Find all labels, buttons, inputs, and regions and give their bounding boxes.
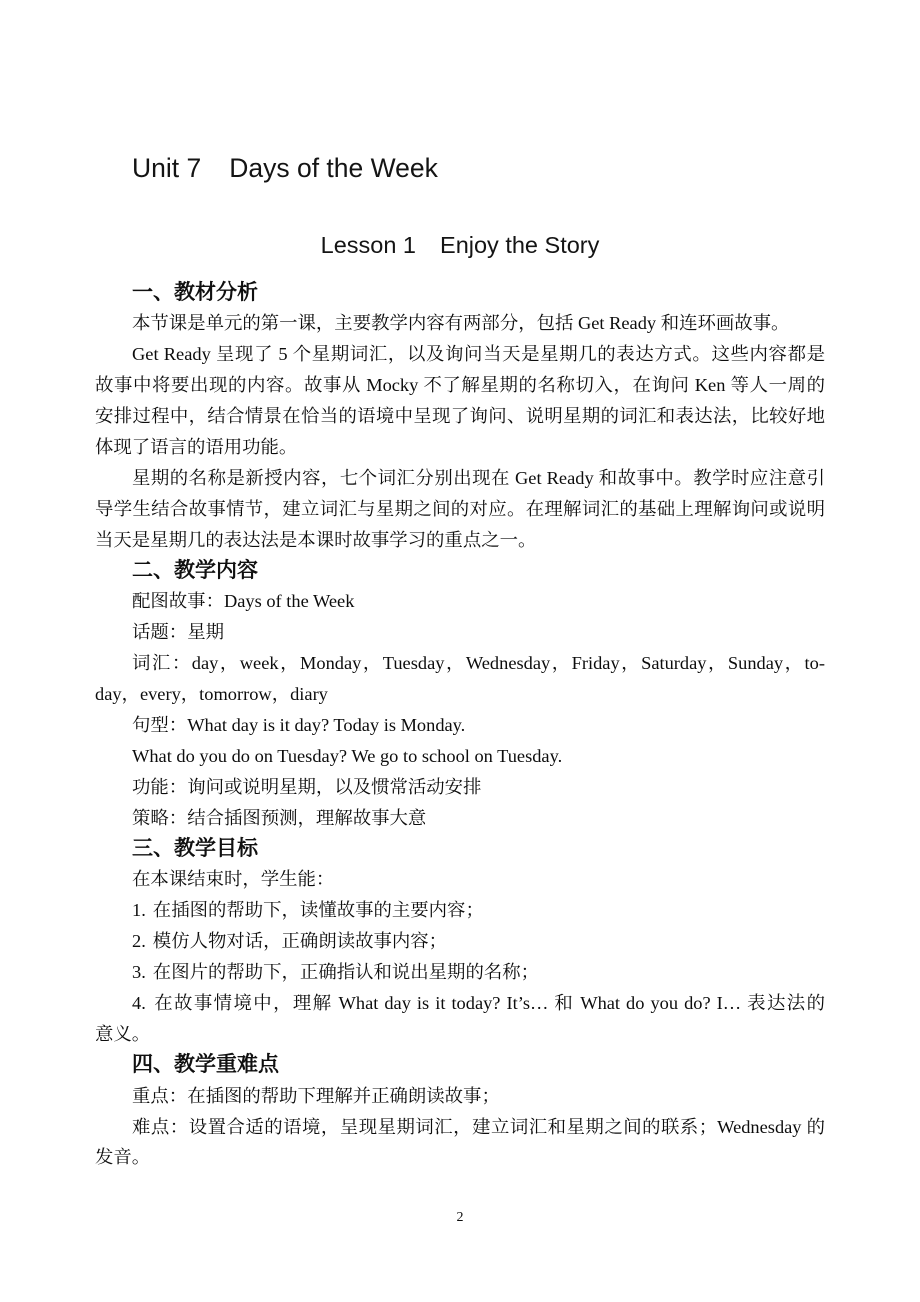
paragraph-line: 导学生结合故事情节，建立词汇与星期之间的对应。在理解词汇的基础上理解询问或说明	[95, 498, 825, 519]
section-material-analysis	[95, 278, 825, 556]
item-difficult-point	[95, 1112, 825, 1174]
objective-line: 意义。	[95, 1023, 151, 1044]
item-label: 难点：	[132, 1116, 189, 1137]
item-vocabulary	[95, 648, 825, 710]
lesson-plan-body	[95, 278, 825, 1174]
paragraph	[95, 339, 825, 463]
paragraph	[95, 463, 825, 556]
item-line: day，every，tomorrow，diary	[95, 684, 328, 705]
objective-line	[95, 988, 825, 1019]
item-sentence-patterns	[95, 710, 825, 772]
objective-item	[95, 895, 825, 926]
paragraph-line: Get Ready 呈现了 5 个星期词汇，以及询问当天是星期几的表达方式。这些内容都是	[132, 344, 825, 365]
paragraph-line: 故事中将要出现的内容。故事从 Mocky 不了解星期的名称切入，在询问 Ken 等人一周的	[95, 375, 825, 396]
paragraph	[95, 308, 825, 339]
objective-item	[95, 957, 825, 988]
section-heading: 二、教学内容	[132, 558, 258, 582]
item-text: What day is it day? Today is Monday.	[187, 714, 466, 735]
item-label: 话题：	[132, 622, 188, 643]
item-topic	[95, 617, 825, 648]
objective-number: 2.	[132, 931, 146, 952]
item-key-point	[95, 1081, 825, 1112]
item-text: 在插图的帮助下理解并正确朗读故事；	[187, 1085, 500, 1106]
item-strategy	[95, 803, 825, 834]
lesson-name: Enjoy the Story	[440, 232, 600, 258]
section-teaching-objectives	[95, 834, 825, 1050]
section-heading: 四、教学重难点	[132, 1052, 279, 1076]
item-line	[95, 648, 825, 679]
page-number: 2	[456, 1210, 464, 1225]
item-function	[95, 772, 825, 803]
item-line	[95, 1112, 825, 1143]
unit-name: Days of the Week	[229, 153, 438, 183]
item-label: 策略：	[132, 807, 188, 828]
objective-text: 在图片的帮助下，正确指认和说出星期的名称；	[152, 962, 540, 983]
item-text: 询问或说明星期，以及惯常活动安排	[187, 776, 482, 797]
lesson-label: Lesson 1	[320, 232, 417, 258]
item-text: day，week，Monday，Tuesday，Wednesday，Friday，Saturday，Sunday，to-	[191, 653, 825, 674]
item-line: 发音。	[95, 1147, 151, 1168]
objective-text: 模仿人物对话，正确朗读故事内容；	[152, 931, 448, 952]
paragraph-line: 当天是星期几的表达法是本课时故事学习的重点之一。	[95, 529, 537, 550]
item-line	[95, 710, 825, 741]
objective-item	[95, 926, 825, 957]
item-text: 星期	[187, 622, 224, 643]
paragraph-line: 安排过程中，结合情景在恰当的语境中呈现了询问、说明星期的词汇和表达法，比较好地	[95, 406, 825, 427]
item-illustrated-story	[95, 586, 825, 617]
section-key-and-difficult-points	[95, 1050, 825, 1174]
lesson-title	[0, 228, 920, 262]
paragraph-line: 体现了语言的语用功能。	[95, 436, 298, 457]
item-label: 功能：	[132, 776, 188, 797]
paragraph-line: 星期的名称是新授内容，七个词汇分别出现在 Get Ready 和故事中。教学时应注意引	[132, 467, 825, 488]
objective-text: 在故事情境中，理解 What day is it today? It’s… 和 What do you do? I… 表达法的	[152, 992, 825, 1013]
unit-label: Unit 7	[132, 153, 202, 183]
objective-item	[95, 988, 825, 1050]
item-line: What do you do on Tuesday? We go to school on Tuesday.	[132, 745, 563, 766]
objective-text: 在插图的帮助下，读懂故事的主要内容；	[152, 900, 484, 921]
item-label: 词汇：	[132, 653, 192, 674]
item-text: 结合插图预测，理解故事大意	[187, 807, 427, 828]
objective-number: 3.	[132, 962, 146, 983]
section-heading: 三、教学目标	[132, 836, 258, 860]
paragraph-line: 本节课是单元的第一课，主要教学内容有两部分，包括 Get Ready 和连环画故事。	[132, 313, 790, 334]
objective-number: 4.	[132, 992, 146, 1013]
section-heading: 一、教材分析	[132, 280, 258, 304]
objectives-intro: 在本课结束时，学生能：	[132, 869, 335, 890]
item-label: 句型：	[132, 714, 188, 735]
section-teaching-content	[95, 556, 825, 834]
item-text: 设置合适的语境，呈现星期词汇，建立词汇和星期之间的联系；Wednesday 的	[188, 1116, 825, 1137]
item-text: Days of the Week	[223, 591, 355, 612]
unit-title	[132, 149, 438, 187]
item-label: 重点：	[132, 1085, 188, 1106]
objective-number: 1.	[132, 900, 146, 921]
item-label: 配图故事：	[132, 591, 224, 612]
